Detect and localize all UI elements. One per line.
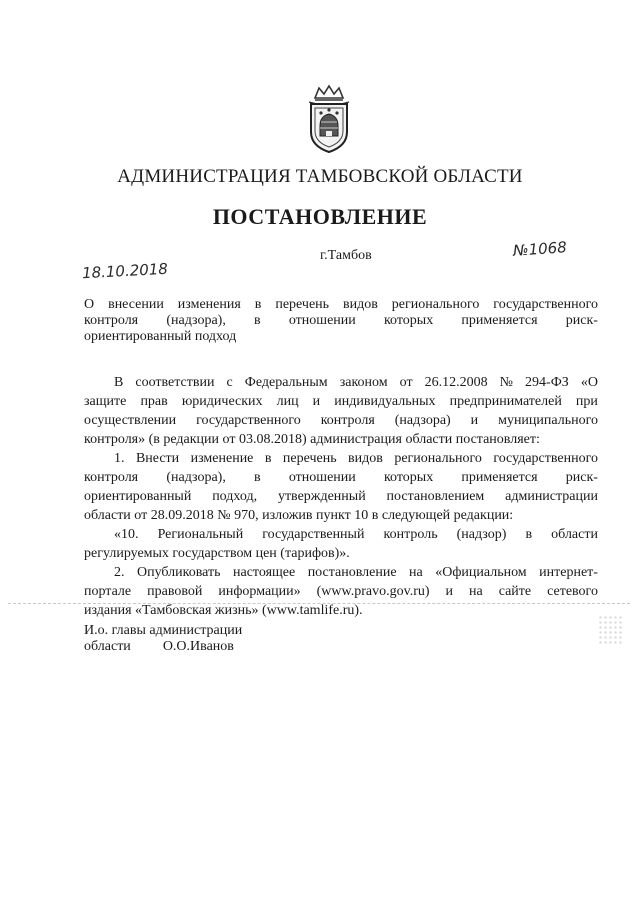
body-line — [84, 373, 598, 392]
body-line — [84, 506, 598, 525]
organization-name: АДМИНИСТРАЦИЯ ТАМБОВСКОЙ ОБЛАСТИ — [117, 166, 523, 187]
title-word: в — [254, 297, 262, 312]
body-line — [84, 582, 598, 601]
title-word: которых — [383, 313, 434, 328]
body-word: изменение — [190, 451, 254, 466]
body-word: сетевого — [547, 584, 598, 599]
title-word: внесении — [108, 297, 164, 312]
title-word: риск- — [565, 313, 598, 328]
document-type-heading: ПОСТАНОВЛЕНИЕ — [212, 204, 428, 229]
body-word: Внести — [135, 451, 180, 466]
title-word: изменения — [177, 297, 241, 312]
body-word: утвержденный — [277, 489, 366, 504]
body-word: № — [499, 375, 514, 390]
title-text: ориентированный подход — [84, 329, 237, 344]
body-word: прав — [140, 394, 168, 409]
body-line — [84, 392, 598, 411]
body-line — [84, 411, 598, 430]
body-word: портале — [84, 584, 132, 599]
body-text: контроля» (в редакции от 03.08.2018) администрация области постановляет: — [84, 432, 540, 447]
body-word: (надзор) — [456, 527, 507, 542]
body-word: и — [445, 584, 453, 599]
resolution-title — [84, 297, 598, 345]
coat-of-arms-icon — [299, 84, 359, 154]
body-word: от — [399, 375, 413, 390]
body-word: и — [470, 413, 479, 428]
body-word: и — [312, 394, 321, 409]
body-word: «О — [580, 375, 598, 390]
handwritten-number: №1068 — [512, 238, 568, 260]
title-line — [84, 329, 598, 345]
scan-artifact-line — [8, 603, 630, 604]
resolution-body — [84, 373, 598, 620]
body-word: отношении — [288, 470, 356, 485]
body-word: защите — [84, 394, 127, 409]
body-word: (надзора), — [166, 470, 226, 485]
body-word: с — [226, 375, 233, 390]
body-word: сайте — [498, 584, 532, 599]
signatory-name: О.О.Иванов — [162, 639, 234, 654]
body-word: ориентированный — [84, 489, 192, 504]
body-word: в — [254, 470, 261, 485]
body-word: на — [468, 584, 483, 599]
body-word: контроль — [383, 527, 438, 542]
body-word: законом — [339, 375, 388, 390]
body-word: контроля — [84, 470, 139, 485]
body-word: которых — [383, 470, 434, 485]
body-word: (www.pravo.gov.ru) — [316, 584, 430, 599]
title-word: применяется — [461, 313, 538, 328]
body-line — [84, 563, 598, 582]
body-word: 294-ФЗ — [525, 375, 569, 390]
body-line — [84, 525, 598, 544]
title-word: регионального — [391, 297, 480, 312]
body-line — [84, 449, 598, 468]
body-word: «Официальном — [435, 565, 527, 580]
body-word: при — [575, 394, 598, 409]
body-word: контроля — [320, 413, 375, 428]
body-word: применяется — [461, 470, 538, 485]
body-word: соответствии — [135, 375, 215, 390]
body-word: администрации — [505, 489, 598, 504]
body-word: индивидуальных — [334, 394, 436, 409]
body-text: издания «Тамбовская жизнь» (www.tamlife.ru). — [84, 603, 363, 618]
body-word: риск- — [565, 470, 598, 485]
handwritten-date: 18.10.2018 — [81, 259, 169, 283]
body-word: на — [409, 565, 423, 580]
body-word: в — [525, 527, 533, 542]
body-word: лиц — [276, 394, 299, 409]
signatory-line — [84, 639, 242, 655]
body-word: «10. — [114, 527, 139, 542]
body-word: перечень — [282, 451, 337, 466]
body-word: В — [114, 375, 124, 390]
body-line — [84, 430, 598, 449]
title-word: О — [84, 297, 95, 312]
body-word: муниципального — [498, 413, 598, 428]
body-word: интернет- — [539, 565, 598, 580]
title-word: в — [254, 313, 261, 328]
body-line — [84, 487, 598, 506]
body-word: 2. — [114, 565, 125, 580]
body-word: государственный — [262, 527, 365, 542]
title-word: (надзора), — [166, 313, 226, 328]
title-word: контроля — [84, 313, 139, 328]
scan-artifact-speck — [598, 615, 624, 645]
signature-block — [84, 623, 242, 655]
body-word: в — [264, 451, 272, 466]
body-word: (надзора) — [394, 413, 451, 428]
body-word: Опубликовать — [136, 565, 221, 580]
body-word: постановлением — [386, 489, 485, 504]
body-line — [84, 468, 598, 487]
body-word: Региональный — [157, 527, 244, 542]
body-word: настоящее — [232, 565, 296, 580]
body-word: регионального — [394, 451, 482, 466]
body-word: видов — [348, 451, 383, 466]
body-word: подход, — [212, 489, 258, 504]
body-word: информации» — [218, 584, 301, 599]
body-word: Федеральным — [244, 375, 328, 390]
title-line — [84, 313, 598, 329]
body-word: постановление — [307, 565, 397, 580]
body-text: регулируемых государством цен (тарифов)». — [84, 546, 350, 561]
title-word: видов — [343, 297, 378, 312]
title-word: перечень — [275, 297, 330, 312]
body-word: правовой — [147, 584, 203, 599]
body-word: предпринимателей — [449, 394, 562, 409]
body-word: осуществлении — [84, 413, 177, 428]
body-line — [84, 544, 598, 563]
body-word: 26.12.2008 — [424, 375, 488, 390]
title-word: отношении — [288, 313, 356, 328]
body-word: области — [551, 527, 598, 542]
body-word: государственного — [493, 451, 598, 466]
body-word: юридических — [181, 394, 263, 409]
body-text: области от 28.09.2018 № 970, изложив пункт 10 в следующей редакции: — [84, 508, 514, 523]
title-line — [84, 297, 598, 313]
signatory-region: области — [84, 639, 131, 654]
signatory-position: И.о. главы администрации — [84, 623, 243, 638]
body-word: государственного — [196, 413, 301, 428]
city-label: г.Тамбов — [320, 248, 372, 263]
title-word: государственного — [493, 297, 598, 312]
body-word: 1. — [114, 451, 125, 466]
